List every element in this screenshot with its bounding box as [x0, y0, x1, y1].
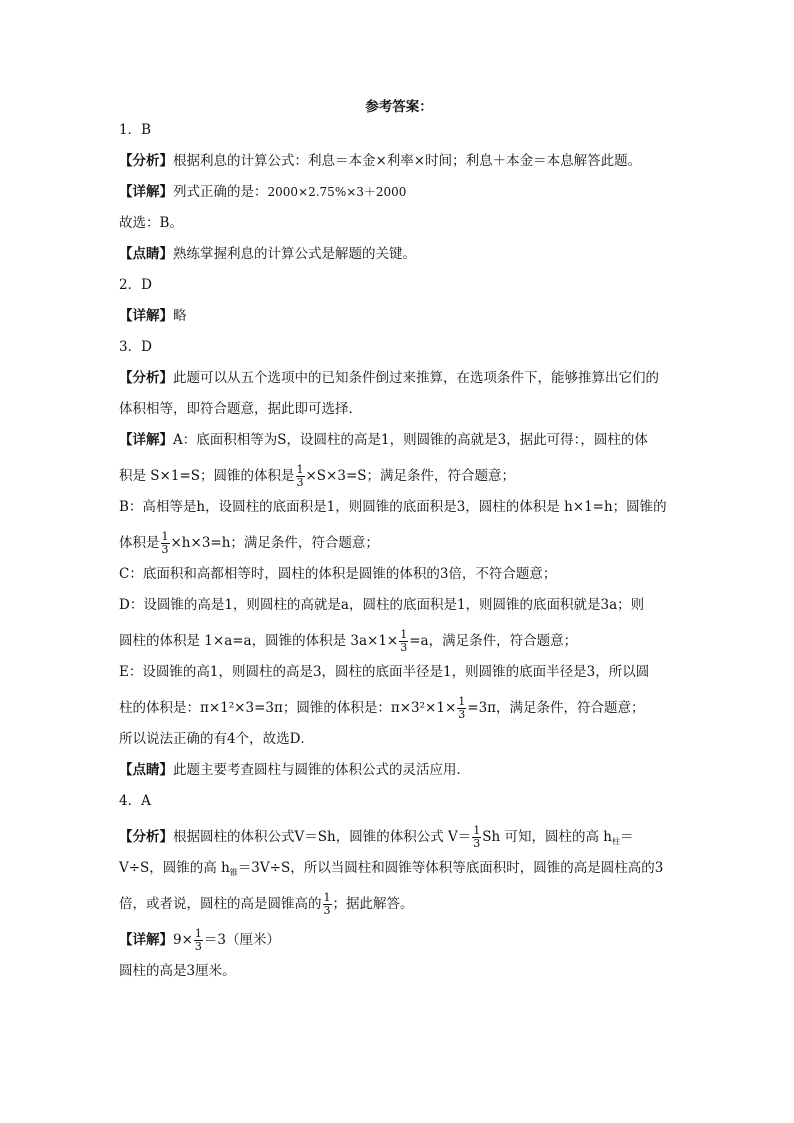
fraction-one-third: [161, 531, 170, 556]
fraction-one-third: [194, 928, 203, 953]
answer-3-comment: [119, 760, 679, 780]
fraction-numerator: 1: [161, 530, 169, 543]
comment-tag: 【点睛】: [119, 246, 173, 262]
text-segment: ＝: [619, 829, 634, 845]
text-segment: ；据此解答。: [332, 896, 414, 912]
answer-1-analysis: [119, 151, 679, 171]
answer-4-analysis-cont2: [119, 889, 679, 919]
fraction-numerator: 1: [458, 695, 466, 708]
text-segment: 体积是: [119, 535, 160, 551]
fraction-one-third: [296, 464, 305, 489]
text-segment: 倍，或者说，圆柱的高是圆锥高的: [119, 896, 322, 912]
analysis-text: 此题可以从五个选项中的已知条件倒过来推算，在选项条件下，能够推算出它们的: [173, 370, 659, 386]
fraction-numerator: 1: [323, 891, 331, 904]
comment-tag: 【点睛】: [119, 762, 173, 778]
text-segment: =a，满足条件，符合题意；: [409, 633, 578, 649]
fraction-numerator: 1: [400, 628, 408, 641]
text-segment: 9×: [173, 932, 193, 948]
formula: 2000×2.75%×3＋2000: [267, 185, 407, 199]
fraction-denominator: 3: [296, 476, 304, 489]
detail-tag: 【详解】: [119, 184, 173, 200]
detail-tag: 【详解】: [119, 308, 173, 324]
analysis-tag: 【分析】: [119, 829, 173, 845]
answer-3-detail-e-cont: [119, 693, 679, 723]
answer-4-conclusion: 圆柱的高是3厘米。: [119, 963, 236, 979]
text-segment: ＝3（厘米）: [203, 932, 280, 948]
answer-3-analysis: [119, 368, 679, 388]
text-segment: V÷S，圆锥的高 h: [119, 860, 230, 876]
comment-text: 熟练掌握利息的计算公式是解题的关键。: [173, 246, 416, 262]
answer-4-detail: [119, 925, 679, 955]
analysis-tag: 【分析】: [119, 370, 173, 386]
answer-3-detail-a: [119, 430, 679, 450]
detail-tag: 【详解】: [119, 932, 173, 948]
answer-3-conclusion: 所以说法正确的有4个，故选D．: [119, 731, 314, 747]
text-segment: ＝3V÷S，所以当圆柱和圆锥等体积等底面积时，圆锥的高是圆柱高的3: [237, 860, 664, 876]
answer-4-analysis: [119, 822, 679, 852]
fraction-numerator: 1: [194, 927, 202, 940]
fraction-denominator: 3: [458, 708, 466, 721]
fraction-one-third: [323, 892, 332, 917]
text-segment: Sh 可知，圆柱的高 h: [482, 829, 612, 845]
text-segment: 柱的体积是：π×1²×3=3π；圆锥的体积是：π×3²×1×: [119, 700, 457, 716]
answer-3-detail-b: B：高相等是h，设圆柱的底面积是1，则圆锥的底面积是3，圆柱的体积是 h×1=h；圆锥的: [119, 499, 667, 515]
fraction-denominator: 3: [194, 940, 202, 953]
answer-4-analysis-cont: [119, 858, 679, 878]
text-segment: 积是 S×1=S；圆锥的体积是: [119, 468, 295, 484]
answer-3-choice: 3．D: [119, 339, 152, 355]
answer-1-choice: 1．B: [119, 122, 152, 138]
fraction-one-third: [472, 825, 481, 850]
answer-2-detail: [119, 306, 679, 326]
text-segment: ×S×3=S；满足条件，符合题意；: [305, 468, 516, 484]
fraction-numerator: 1: [473, 824, 481, 837]
answer-3-detail-c: C：底面积和高都相等时，圆柱的体积是圆锥的体积的3倍，不符合题意；: [119, 566, 557, 582]
subscript: 锥: [229, 868, 238, 877]
detail-text: 列式正确的是：: [173, 184, 268, 200]
answer-3-detail-a-cont: [119, 461, 679, 491]
page-title: 参考答案：: [365, 99, 433, 115]
text-segment: 根据圆柱的体积公式V＝Sh，圆锥的体积公式 V＝: [173, 829, 472, 845]
fraction-one-third: [399, 629, 408, 654]
text-segment: ×h×3=h；满足条件，符合题意；: [170, 535, 379, 551]
answer-1-comment: [119, 244, 679, 264]
answer-3-detail-b-cont: [119, 528, 679, 558]
text-segment: =3π，满足条件，符合题意；: [467, 700, 645, 716]
answer-4-choice: 4．A: [119, 793, 151, 809]
answer-3-detail-d: D：设圆锥的高是1，则圆柱的高就是a，圆柱的底面积是1，则圆锥的底面积就是3a；则: [119, 597, 645, 613]
answer-1-detail: [119, 182, 679, 202]
fraction-numerator: 1: [296, 463, 304, 476]
detail-text: A：底面积相等为S，设圆柱的高是1，则圆锥的高就是3，据此可得：，圆柱的体: [173, 432, 648, 448]
text-segment: 圆柱的体积是 1×a=a，圆锥的体积是 3a×1×: [119, 633, 399, 649]
detail-text: 略: [173, 308, 187, 324]
answer-3-detail-e: E：设圆锥的高1，则圆柱的高是3，圆柱的底面半径是1，则圆锥的底面半径是3，所以圆: [119, 664, 650, 680]
fraction-one-third: [457, 696, 466, 721]
comment-text: 此题主要考查圆柱与圆锥的体积公式的灵活应用．: [173, 762, 470, 778]
fraction-denominator: 3: [323, 904, 331, 917]
answer-3-analysis-cont: 体积相等，即符合题意，据此即可选择．: [119, 401, 362, 417]
fraction-denominator: 3: [473, 837, 481, 850]
fraction-denominator: 3: [400, 641, 408, 654]
analysis-tag: 【分析】: [119, 153, 173, 169]
answer-1-choice-confirm: 故选：B。: [119, 215, 183, 231]
answer-2-choice: 2．D: [119, 277, 152, 293]
subscript: 柱: [611, 837, 620, 846]
answer-3-detail-d-cont: [119, 626, 679, 656]
answer-page: [119, 96, 679, 992]
analysis-text: 根据利息的计算公式：利息＝本金×利率×时间；利息＋本金＝本息解答此题。: [173, 153, 642, 169]
detail-tag: 【详解】: [119, 432, 173, 448]
fraction-denominator: 3: [161, 543, 169, 556]
